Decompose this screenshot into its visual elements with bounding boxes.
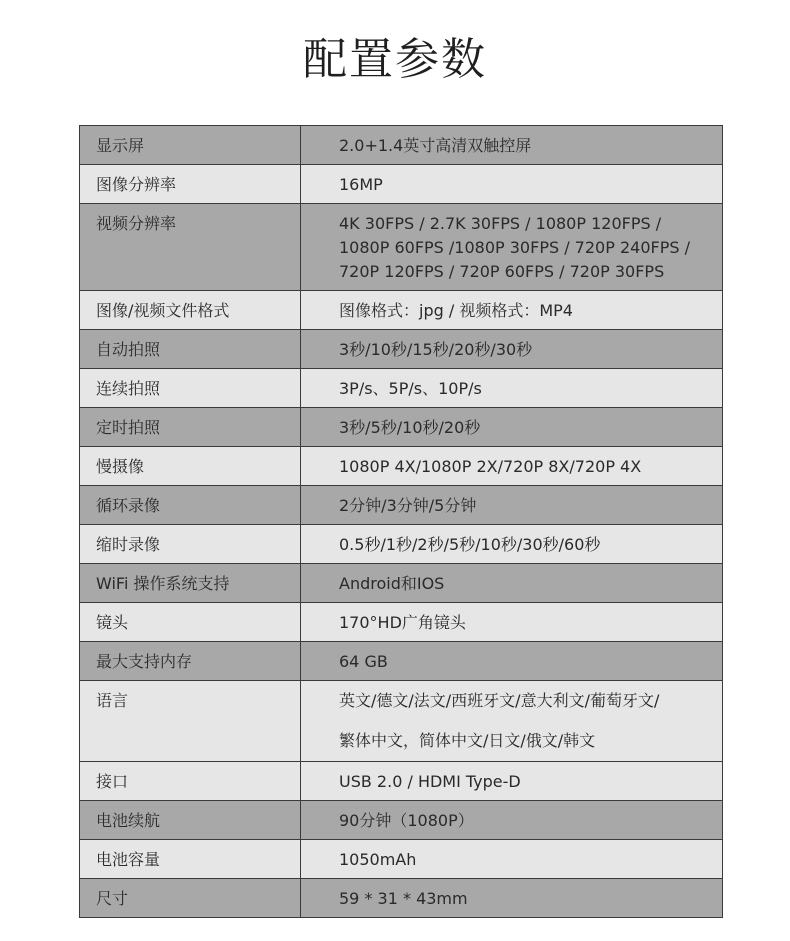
- row-value: [301, 204, 723, 291]
- table-row: [80, 165, 723, 204]
- row-value: 170°HD广角镜头: [301, 603, 723, 642]
- value-line: 英文/德文/法文/西班牙文/意大利文/葡萄牙文/: [339, 691, 660, 710]
- row-label: 显示屏: [80, 126, 301, 165]
- row-label: 定时拍照: [80, 408, 301, 447]
- table-row: [80, 126, 723, 165]
- page-title: 配置参数: [303, 34, 487, 85]
- table-row: [80, 486, 723, 525]
- row-label: 镜头: [80, 603, 301, 642]
- row-label: 自动拍照: [80, 330, 301, 369]
- spec-table: [79, 125, 723, 918]
- row-value: [301, 681, 723, 762]
- row-value: USB 2.0 / HDMI Type-D: [301, 762, 723, 801]
- table-row: [80, 564, 723, 603]
- row-label: 语言: [80, 681, 301, 762]
- row-label: 视频分辨率: [80, 204, 301, 291]
- table-row: [80, 642, 723, 681]
- row-value: 3秒/5秒/10秒/20秒: [301, 408, 723, 447]
- table-row: [80, 447, 723, 486]
- table-row: [80, 204, 723, 291]
- table-row: [80, 369, 723, 408]
- row-value: 1050mAh: [301, 840, 723, 879]
- value-line: 4K 30FPS / 2.7K 30FPS / 1080P 120FPS /: [339, 214, 662, 233]
- table-row: [80, 762, 723, 801]
- row-value: 3P/s、5P/s、10P/s: [301, 369, 723, 408]
- row-label: 循环录像: [80, 486, 301, 525]
- row-value: 59 * 31 * 43mm: [301, 879, 723, 918]
- row-value: 2.0+1.4英寸高清双触控屏: [301, 126, 723, 165]
- table-row: [80, 408, 723, 447]
- row-label: 接口: [80, 762, 301, 801]
- row-label: 图像分辨率: [80, 165, 301, 204]
- table-row: [80, 840, 723, 879]
- row-value: 1080P 4X/1080P 2X/720P 8X/720P 4X: [301, 447, 723, 486]
- row-value: 图像格式：jpg / 视频格式：MP4: [301, 291, 723, 330]
- row-value: 0.5秒/1秒/2秒/5秒/10秒/30秒/60秒: [301, 525, 723, 564]
- row-value: Android和IOS: [301, 564, 723, 603]
- table-row: [80, 330, 723, 369]
- row-label: 缩时录像: [80, 525, 301, 564]
- value-line: 720P 120FPS / 720P 60FPS / 720P 30FPS: [339, 262, 665, 281]
- row-value: 2分钟/3分钟/5分钟: [301, 486, 723, 525]
- value-line: 繁体中文，简体中文/日文/俄文/韩文: [339, 731, 596, 750]
- table-row: [80, 525, 723, 564]
- row-label: 电池容量: [80, 840, 301, 879]
- row-value: 90分钟（1080P）: [301, 801, 723, 840]
- row-value: 64 GB: [301, 642, 723, 681]
- row-label: 电池续航: [80, 801, 301, 840]
- row-label: 尺寸: [80, 879, 301, 918]
- table-row: [80, 681, 723, 762]
- row-label: 最大支持内存: [80, 642, 301, 681]
- row-label: 慢摄像: [80, 447, 301, 486]
- row-value: 16MP: [301, 165, 723, 204]
- table-row: [80, 801, 723, 840]
- row-label: 连续拍照: [80, 369, 301, 408]
- row-label: 图像/视频文件格式: [80, 291, 301, 330]
- table-row: [80, 879, 723, 918]
- table-row: [80, 291, 723, 330]
- row-value: 3秒/10秒/15秒/20秒/30秒: [301, 330, 723, 369]
- value-line: 1080P 60FPS /1080P 30FPS / 720P 240FPS /: [339, 238, 690, 257]
- table-row: [80, 603, 723, 642]
- row-label: WiFi 操作系统支持: [80, 564, 301, 603]
